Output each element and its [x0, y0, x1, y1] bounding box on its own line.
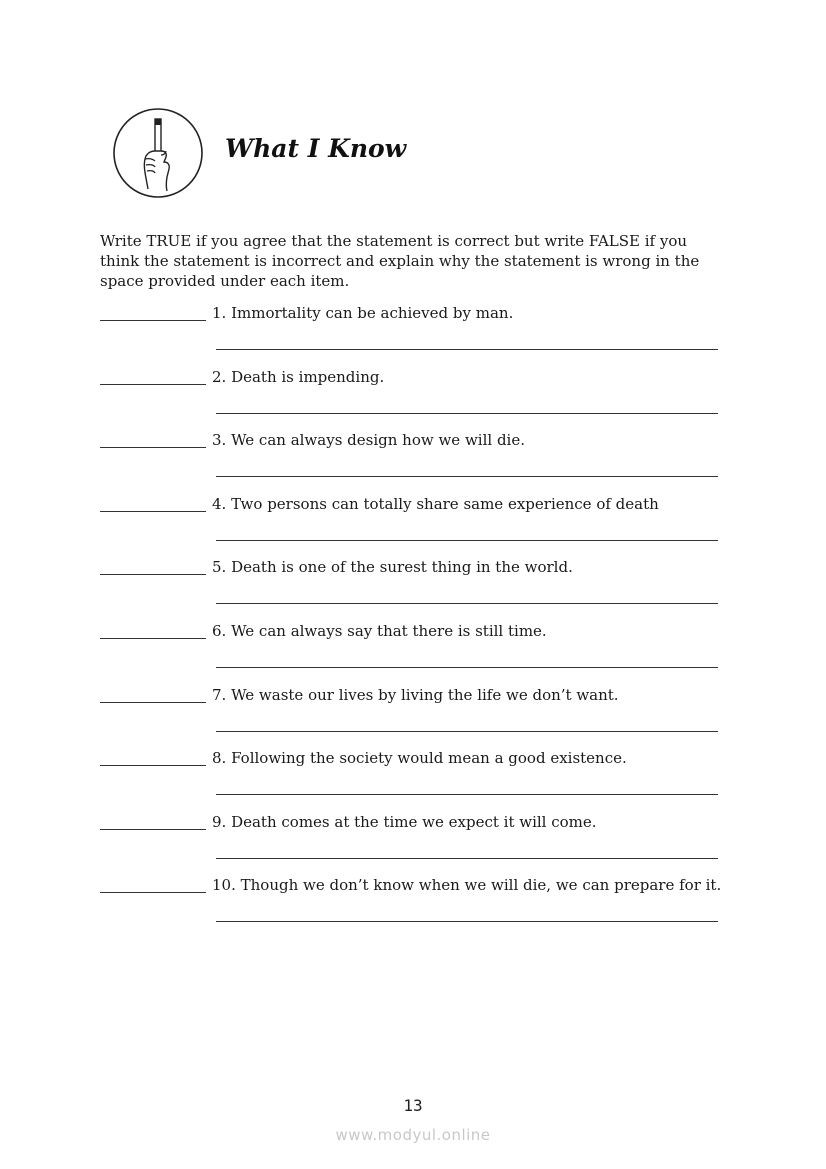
answer-blank[interactable]: [100, 875, 206, 893]
answer-blank[interactable]: [100, 557, 206, 575]
page-number: 13: [403, 1096, 423, 1115]
list-item: [100, 875, 720, 939]
answer-blank[interactable]: [100, 748, 206, 766]
explanation-line[interactable]: [216, 858, 718, 859]
answer-blank[interactable]: [100, 430, 206, 448]
statement-text: 7. We waste our lives by living the life we don’t want.: [212, 685, 619, 704]
list-item: [100, 303, 720, 367]
answer-blank[interactable]: [100, 303, 206, 321]
list-item: [100, 621, 720, 685]
answer-blank[interactable]: [100, 621, 206, 639]
list-item: [100, 557, 720, 621]
statement-text: 3. We can always design how we will die.: [212, 431, 525, 450]
instructions: Write TRUE if you agree that the statement is correct but write FALSE if you think the statement is incorrect and explain why the statement is wrong in the space provided under each item.: [100, 232, 700, 290]
list-item: [100, 430, 720, 494]
explanation-line[interactable]: [216, 413, 718, 414]
explanation-line[interactable]: [216, 540, 718, 541]
explanation-line[interactable]: [216, 349, 718, 350]
answer-blank[interactable]: [100, 685, 206, 703]
explanation-line[interactable]: [216, 731, 718, 732]
page-title: What I Know: [225, 134, 407, 163]
explanation-line[interactable]: [216, 667, 718, 668]
list-item: [100, 494, 720, 558]
statement-text: 9. Death comes at the time we expect it will come.: [212, 812, 597, 831]
answer-blank[interactable]: [100, 494, 206, 512]
hand-holding-pencil-icon: [112, 107, 204, 199]
answer-blank[interactable]: [100, 367, 206, 385]
explanation-line[interactable]: [216, 603, 718, 604]
list-item: [100, 685, 720, 749]
statement-text: 4. Two persons can totally share same experience of death: [212, 494, 659, 513]
statement-text: 10. Though we don’t know when we will die, we can prepare for it.: [212, 876, 722, 895]
list-item: [100, 748, 720, 812]
statement-text: 1. Immortality can be achieved by man.: [212, 304, 514, 322]
explanation-line[interactable]: [216, 921, 718, 922]
explanation-line[interactable]: [216, 476, 718, 477]
statement-text: 8. Following the society would mean a good existence.: [212, 749, 627, 768]
answer-blank[interactable]: [100, 812, 206, 830]
statement-text: 2. Death is impending.: [212, 367, 385, 386]
explanation-line[interactable]: [216, 794, 718, 795]
statement-list: [100, 303, 720, 939]
list-item: [100, 812, 720, 876]
statement-text: 5. Death is one of the surest thing in the world.: [212, 558, 573, 577]
list-item: [100, 367, 720, 431]
watermark: www.modyul.online: [335, 1126, 491, 1144]
statement-text: 6. We can always say that there is still time.: [212, 621, 547, 640]
